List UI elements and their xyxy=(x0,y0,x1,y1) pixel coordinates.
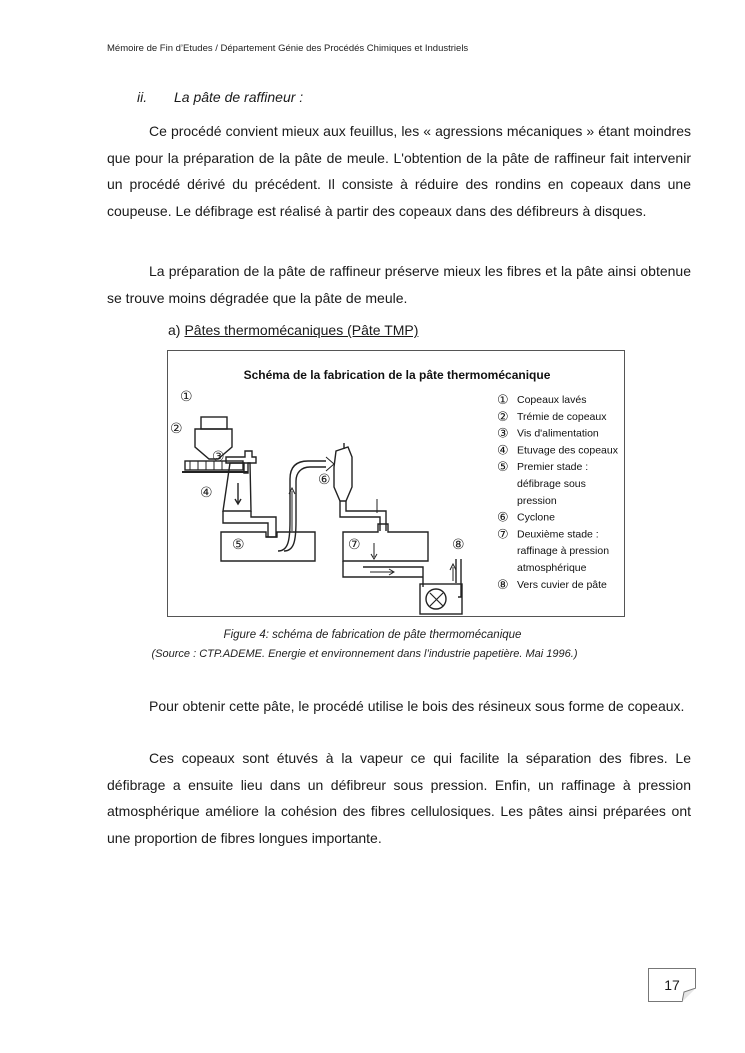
paragraph-1-text: Ce procédé convient mieux aux feuillus, les « agressions mécaniques » étant moindres que pour la préparation de la pâte de meule. L'obtention de la pâte de raffineur fait intervenir un procédé dérivé du précédent. Il consiste à réduire des rondins en copeaux dans une coupeuse. Le défibrage est réalisé à partir des copeaux dans des défibreurs à disques. xyxy=(107,123,691,219)
marker-5: ⑤ xyxy=(232,537,245,553)
pipe-stage1 xyxy=(223,511,268,537)
marker-2: ② xyxy=(170,421,183,437)
diagram-svg xyxy=(168,351,626,618)
marker-3: ③ xyxy=(212,449,225,465)
subsection-title: Pâtes thermomécaniques (Pâte TMP) xyxy=(184,322,419,338)
figure-title: Schéma de la fabrication de la pâte thermomécanique xyxy=(243,368,551,382)
legend-label: pression xyxy=(517,494,557,507)
legend-number: ④ xyxy=(497,443,509,459)
legend-label: raffinage à pression xyxy=(517,545,610,558)
legend-label: Etuvage des copeaux xyxy=(517,444,618,457)
subsection-marker: a) xyxy=(168,322,181,338)
process-diagram xyxy=(167,350,625,617)
marker-8: ⑧ xyxy=(452,537,465,553)
legend-number: ③ xyxy=(497,426,509,442)
figure-legend xyxy=(497,393,619,593)
legend-label: Vis d'alimentation xyxy=(517,427,599,440)
section-title-text: La pâte de raffineur : xyxy=(174,89,304,105)
subsection-heading xyxy=(168,322,418,338)
paragraph-1 xyxy=(107,118,691,224)
legend-label: Copeaux lavés xyxy=(517,394,587,406)
legend-number: ⑥ xyxy=(497,510,509,526)
paragraph-2 xyxy=(107,258,691,311)
legend-label: Trémie de copeaux xyxy=(517,410,607,423)
hopper-top xyxy=(201,417,227,429)
marker-4: ④ xyxy=(200,485,213,501)
legend-number: ⑦ xyxy=(497,527,509,543)
legend-label: Deuxième stade : xyxy=(517,528,599,541)
paragraph-4-text: Ces copeaux sont étuvés à la vapeur ce qui facilite la séparation des fibres. Le défibrage a ensuite lieu dans un défibreur sous pression. Enfin, un raffinage à pression atmosphérique améliore la cohésion des fibres cellulosiques. Les pâtes ainsi préparées ont une proportion de fibres longues importante. xyxy=(107,750,691,846)
legend-label: Cyclone xyxy=(517,511,555,524)
marker-1: ① xyxy=(180,389,193,405)
legend-label: atmosphérique xyxy=(517,562,587,574)
outlet-pipe xyxy=(343,561,423,577)
paragraph-3 xyxy=(107,693,691,720)
paragraph-2-text: La préparation de la pâte de raffineur préserve mieux les fibres et la pâte ainsi obtenue se trouve moins dégradée que la pâte de meule. xyxy=(107,263,691,306)
legend-label: Premier stade : xyxy=(517,461,589,474)
legend-label: défibrage sous xyxy=(517,478,586,490)
legend-number: ① xyxy=(497,393,509,408)
page-number: 17 xyxy=(648,968,696,1002)
legend-label: Vers cuvier de pâte xyxy=(517,578,607,591)
legend-number: ② xyxy=(497,409,509,425)
legend-number: ⑤ xyxy=(497,460,509,476)
page-curl-icon xyxy=(682,988,696,1002)
figure-source: (Source : CTP.ADEME. Energie et environnement dans l’industrie papetière. Mai 1996.) xyxy=(151,648,578,660)
paragraph-3-text: Pour obtenir cette pâte, le procédé utilise le bois des résineux sous forme de copeaux. xyxy=(149,698,685,714)
section-heading xyxy=(137,89,303,105)
paragraph-4 xyxy=(107,745,691,851)
cyclone xyxy=(334,447,352,501)
legend-number: ⑧ xyxy=(497,577,509,593)
section-number: ii. xyxy=(137,89,148,105)
running-header: Mémoire de Fin d’Etudes / Département Génie des Procédés Chimiques et Industriels xyxy=(107,43,469,54)
figure-caption: Figure 4: schéma de fabrication de pâte thermomécanique xyxy=(223,629,522,641)
marker-7: ⑦ xyxy=(348,537,361,553)
marker-6: ⑥ xyxy=(318,472,331,488)
